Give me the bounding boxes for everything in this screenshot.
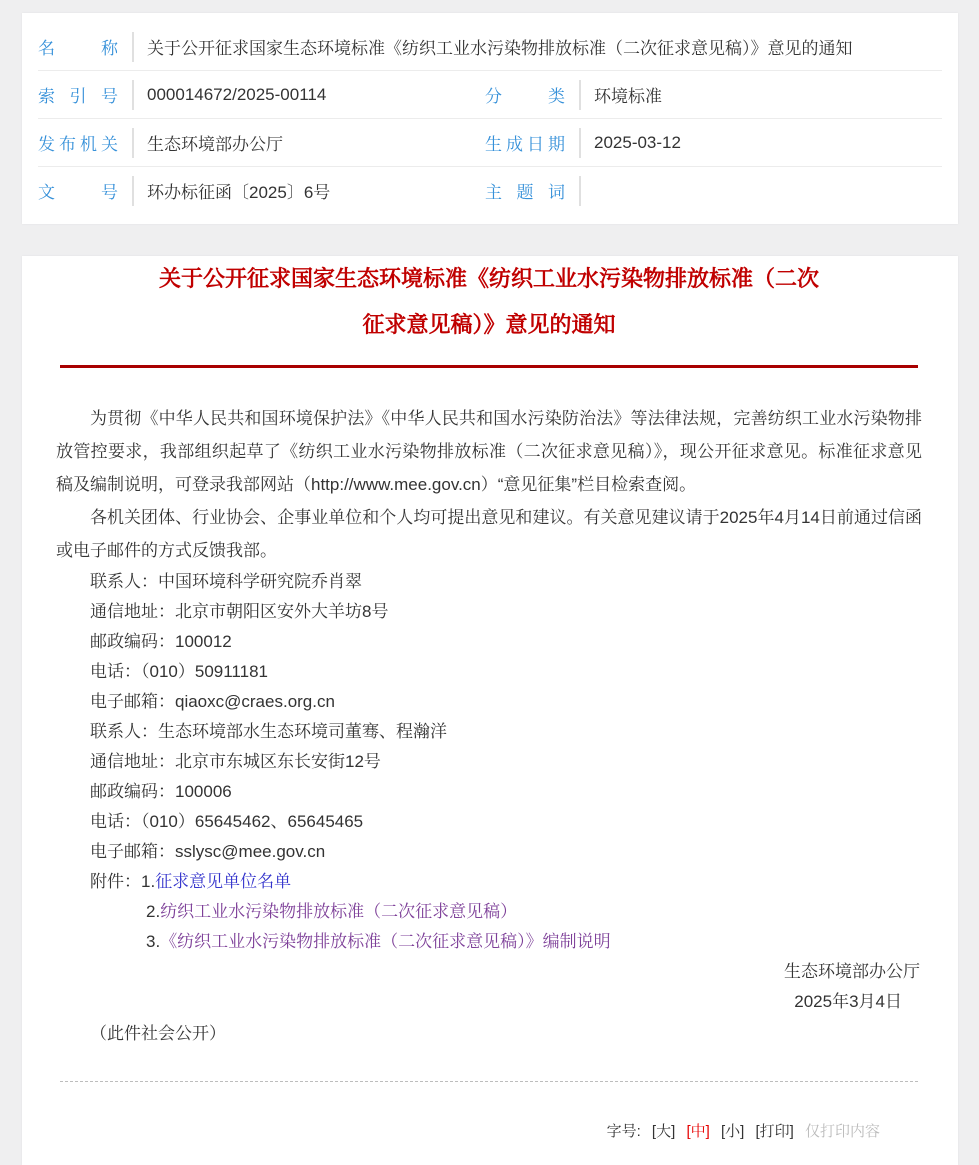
meta-value-index: 000014672/2025-00114 [147, 84, 327, 104]
attachment-prefix: 附件： [90, 872, 141, 891]
meta-label-category: 分类 [485, 87, 565, 106]
attachment-number: 3. [146, 932, 161, 951]
contact-line: 电子邮箱：sslysc@mee.gov.cn [90, 842, 326, 861]
meta-value-agency: 生态环境部办公厅 [147, 135, 283, 154]
footer-divider [60, 1081, 918, 1082]
body-paragraph: 为贯彻《中华人民共和国环境保护法》《中华人民共和国水污染防治法》等法律法规，完善纺织工业水污染物排放管控要求，我部组织起草了《纺织工业水污染物排放标准（二次征求意见稿）》，现公开征求意见。标准征求意见稿及编制说明，可登录我部网站（http://www.mee.gov.cn）“意见征集”栏目检索查阅。 [56, 409, 922, 494]
meta-row-name [22, 23, 958, 70]
contact-line: 通信地址：北京市朝阳区安外大羊坊8号 [90, 602, 389, 621]
signature-date: 2025年3月4日 [794, 992, 902, 1011]
attachment-line [56, 897, 922, 927]
font-size-medium-button[interactable]: [中] [686, 1123, 710, 1140]
print-note: 仅打印内容 [804, 1123, 880, 1140]
contact-line: 联系人：中国环境科学研究院乔肖翠 [90, 572, 362, 591]
contact-line: 通信地址：北京市东城区东长安街12号 [90, 752, 381, 771]
vertical-divider [132, 32, 134, 62]
font-size-small-button[interactable]: [小] [720, 1123, 745, 1140]
body-paragraph: 各机关团体、行业协会、企事业单位和个人均可提出意见和建议。有关意见建议请于2025年4月14日前通过信函或电子邮件的方式反馈我部。 [56, 508, 922, 560]
attachment-number: 2. [146, 902, 161, 921]
attachment-line [56, 867, 922, 897]
page-title [56, 256, 922, 348]
meta-value-name: 关于公开征求国家生态环境标准《纺织工业水污染物排放标准（二次征求意见稿）》意见的通知 [147, 39, 853, 58]
vertical-divider [579, 128, 581, 158]
attachment-link-2[interactable]: 纺织工业水污染物排放标准（二次征求意见稿） [160, 902, 518, 921]
font-size-label: 字号: [606, 1123, 641, 1140]
meta-value-docno: 环办标征函〔2025〕6号 [147, 183, 331, 202]
meta-label-index: 索引号 [38, 87, 118, 106]
title-rule [60, 365, 918, 368]
meta-row-index-category [22, 71, 958, 118]
meta-row-agency-date [22, 119, 958, 166]
meta-label-subject: 主题词 [485, 183, 565, 202]
attachment-link-3[interactable]: 《纺织工业水污染物排放标准（二次征求意见稿）》编制说明 [160, 932, 611, 951]
attachment-number: 1. [141, 872, 156, 891]
contact-line: 电话：（010）65645462、65645465 [90, 812, 364, 831]
attachment-link-1[interactable]: 征求意见单位名单 [155, 872, 292, 891]
document-meta-card [22, 13, 958, 224]
vertical-divider [579, 176, 581, 206]
meta-label-docno: 文号 [38, 183, 118, 202]
print-button[interactable]: [打印] [755, 1123, 794, 1140]
page-title-line2: 征求意见稿）》意见的通知 [362, 312, 616, 337]
vertical-divider [132, 80, 134, 110]
page-footer [56, 1120, 922, 1141]
contact-line: 邮政编码：100006 [90, 782, 232, 801]
contact-line: 联系人：生态环境部水生态环境司董骞、程瀚洋 [90, 722, 447, 741]
page-title-line1: 关于公开征求国家生态环境标准《纺织工业水污染物排放标准（二次 [158, 266, 819, 291]
meta-label-agency: 发布机关 [38, 135, 118, 154]
meta-label-name: 名称 [38, 39, 118, 58]
document-body [56, 402, 922, 1049]
public-disclosure-note: （此件社会公开） [90, 1024, 226, 1043]
meta-value-category: 环境标准 [594, 87, 662, 106]
meta-label-date: 生成日期 [485, 135, 565, 154]
attachment-line [56, 927, 922, 957]
document-content-card [22, 256, 958, 1165]
contact-line: 电子邮箱：qiaoxc@craes.org.cn [90, 692, 335, 711]
vertical-divider [132, 176, 134, 206]
vertical-divider [579, 80, 581, 110]
contact-line: 邮政编码：100012 [90, 632, 232, 651]
contact-line: 电话：（010）50911181 [90, 662, 268, 681]
font-size-large-button[interactable]: [大] [651, 1123, 676, 1140]
vertical-divider [132, 128, 134, 158]
signature-agency: 生态环境部办公厅 [784, 962, 920, 981]
meta-row-docno-subject [22, 167, 958, 214]
meta-value-date: 2025-03-12 [594, 132, 681, 152]
